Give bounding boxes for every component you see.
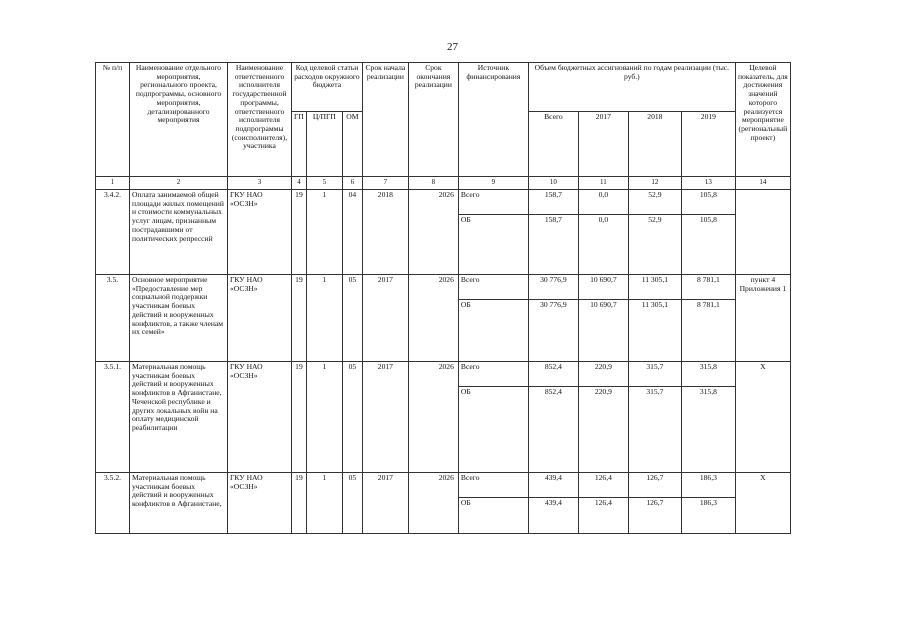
header-2019: 2019 xyxy=(681,112,735,177)
row-2017: 10 690,7 xyxy=(578,300,628,362)
row-2017: 220,9 xyxy=(578,387,628,473)
row-target: Х xyxy=(735,362,790,473)
row-id: 3.5. xyxy=(96,275,130,362)
row-target: пункт 4 Приложения 1 xyxy=(735,275,790,362)
row-executor: ГКУ НАО «ОСЗН» xyxy=(228,275,292,362)
header-2017: 2017 xyxy=(578,112,628,177)
row-end: 2026 xyxy=(408,275,458,362)
row-2019: 105,8 xyxy=(681,215,735,275)
row-start: 2017 xyxy=(362,275,408,362)
header-start: Срок начала реализации xyxy=(362,63,408,177)
row-source: Всего xyxy=(458,275,528,300)
header-budget-group: Объем бюджетных ассигнований по годам реализации (тыс. руб.) xyxy=(528,63,735,112)
row-code-om: 05 xyxy=(342,473,362,534)
row-2019: 8 781,1 xyxy=(681,300,735,362)
row-event-name: Оплата занимаемой общей площади жилых помещений и стоимости коммунальных услуг лицам, признанным пострадавшими от политических репрессий xyxy=(130,190,228,275)
row-source: Всего xyxy=(458,473,528,498)
row-target: Х xyxy=(735,473,790,534)
row-target xyxy=(735,190,790,275)
col-number: 7 xyxy=(362,177,408,190)
row-start: 2017 xyxy=(362,473,408,534)
table-row xyxy=(96,190,791,215)
row-event-name: Основное мероприятие «Предоставление мер социальной поддержки участникам боевых действий и вооруженных конфликтов, а также членам их семей» xyxy=(130,275,228,362)
row-2018: 315,7 xyxy=(628,362,681,387)
row-code-gp: 19 xyxy=(292,275,307,362)
header-end: Срок окончания реализации xyxy=(408,63,458,177)
row-code-gp: 19 xyxy=(292,362,307,473)
row-event-name: Материальная помощь участникам боевых действий и вооруженных конфликтов в Афганистане, xyxy=(130,473,228,534)
row-2017: 126,4 xyxy=(578,473,628,498)
row-2019: 186,3 xyxy=(681,498,735,534)
row-code-cigp: 1 xyxy=(306,190,342,275)
header-code-om: ОМ xyxy=(342,112,362,177)
header-code-group: Код целевой статьи расходов окружного бюджета xyxy=(292,63,363,112)
row-code-om: 04 xyxy=(342,190,362,275)
row-event-name: Материальная помощь участникам боевых действий и вооруженных конфликтов в Афганистане, Чеченской республике и других локальных войн на оплату медицинской реабилитации xyxy=(130,362,228,473)
table-row xyxy=(96,362,791,387)
row-total: 158,7 xyxy=(528,215,578,275)
row-executor: ГКУ НАО «ОСЗН» xyxy=(228,362,292,473)
row-total: 439,4 xyxy=(528,498,578,534)
budget-table xyxy=(95,62,791,534)
row-executor: ГКУ НАО «ОСЗН» xyxy=(228,473,292,534)
row-2019: 315,8 xyxy=(681,387,735,473)
row-total: 158,7 xyxy=(528,190,578,215)
row-total: 852,4 xyxy=(528,362,578,387)
table-row xyxy=(96,275,791,300)
row-id: 3.4.2. xyxy=(96,190,130,275)
header-source: Источник финансирования xyxy=(458,63,528,177)
row-2017: 220,9 xyxy=(578,362,628,387)
row-total: 852,4 xyxy=(528,387,578,473)
row-total: 30 776,9 xyxy=(528,275,578,300)
row-2018: 52,9 xyxy=(628,190,681,215)
col-number: 12 xyxy=(628,177,681,190)
row-2018: 126,7 xyxy=(628,498,681,534)
row-code-om: 05 xyxy=(342,275,362,362)
page-number: 27 xyxy=(447,41,458,53)
row-code-cigp: 1 xyxy=(306,362,342,473)
row-2019: 186,3 xyxy=(681,473,735,498)
col-number: 11 xyxy=(578,177,628,190)
row-2019: 315,8 xyxy=(681,362,735,387)
row-code-cigp: 1 xyxy=(306,473,342,534)
row-2018: 11 305,1 xyxy=(628,275,681,300)
row-source: ОБ xyxy=(458,498,528,534)
row-source: Всего xyxy=(458,190,528,215)
row-2017: 10 690,7 xyxy=(578,275,628,300)
col-number: 3 xyxy=(228,177,292,190)
header-executor: Наименование ответственного исполнителя государственной программы, ответственного исполнителя подпрограммы (соисполнителя), участника xyxy=(228,63,292,177)
row-executor: ГКУ НАО «ОСЗН» xyxy=(228,190,292,275)
row-2019: 8 781,1 xyxy=(681,275,735,300)
header-number: № п/п xyxy=(96,63,130,177)
row-2019: 105,8 xyxy=(681,190,735,215)
column-number-row xyxy=(96,177,791,190)
table-row xyxy=(96,473,791,498)
col-number: 9 xyxy=(458,177,528,190)
col-number: 4 xyxy=(292,177,307,190)
row-2018: 126,7 xyxy=(628,473,681,498)
row-end: 2026 xyxy=(408,190,458,275)
row-end: 2026 xyxy=(408,362,458,473)
col-number: 10 xyxy=(528,177,578,190)
header-total: Всего xyxy=(528,112,578,177)
row-source: Всего xyxy=(458,362,528,387)
row-id: 3.5.2. xyxy=(96,473,130,534)
header-2018: 2018 xyxy=(628,112,681,177)
row-start: 2017 xyxy=(362,362,408,473)
header-code-cigp: Ц/ПГП xyxy=(306,112,342,177)
row-id: 3.5.1. xyxy=(96,362,130,473)
row-2018: 11 305,1 xyxy=(628,300,681,362)
col-number: 13 xyxy=(681,177,735,190)
row-code-gp: 19 xyxy=(292,190,307,275)
row-2017: 0,0 xyxy=(578,215,628,275)
row-code-om: 05 xyxy=(342,362,362,473)
header-target: Целевой показатель, для достижения значений которого реализуется мероприятие (региональный проект) xyxy=(735,63,790,177)
row-source: ОБ xyxy=(458,215,528,275)
row-code-gp: 19 xyxy=(292,473,307,534)
col-number: 1 xyxy=(96,177,130,190)
col-number: 5 xyxy=(306,177,342,190)
row-total: 30 776,9 xyxy=(528,300,578,362)
col-number: 14 xyxy=(735,177,790,190)
col-number: 2 xyxy=(130,177,228,190)
row-end: 2026 xyxy=(408,473,458,534)
header-event-name: Наименование отдельного мероприятия, регионального проекта, подпрограммы, основного мероприятия, детализированного мероприятия xyxy=(130,63,228,177)
row-start: 2018 xyxy=(362,190,408,275)
row-source: ОБ xyxy=(458,387,528,473)
row-code-cigp: 1 xyxy=(306,275,342,362)
row-2018: 315,7 xyxy=(628,387,681,473)
header-code-gp: ГП xyxy=(292,112,307,177)
row-2018: 52,9 xyxy=(628,215,681,275)
col-number: 6 xyxy=(342,177,362,190)
col-number: 8 xyxy=(408,177,458,190)
row-source: ОБ xyxy=(458,300,528,362)
row-2017: 126,4 xyxy=(578,498,628,534)
row-total: 439,4 xyxy=(528,473,578,498)
row-2017: 0,0 xyxy=(578,190,628,215)
